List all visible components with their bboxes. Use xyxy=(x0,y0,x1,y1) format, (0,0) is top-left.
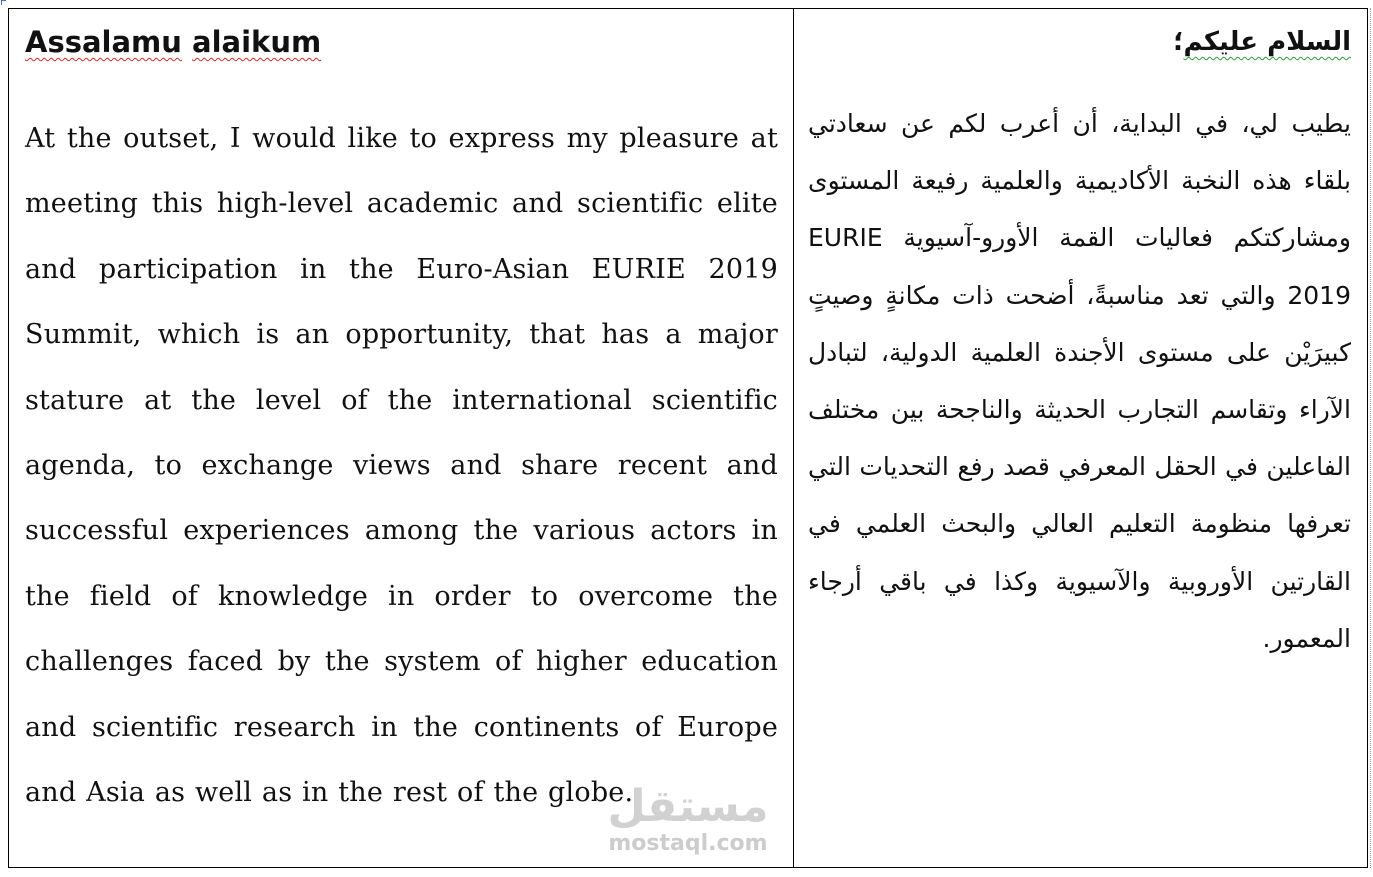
english-greeting xyxy=(25,23,778,61)
arabic-greeting xyxy=(808,23,1351,61)
translation-table xyxy=(8,8,1368,868)
watermark-arabic-text: مستقل xyxy=(607,781,769,832)
greeting-word-2: alaikum xyxy=(192,25,322,59)
arabic-paragraph: يطيب لي، في البداية، أن أعرب لكم عن سعادتي بلقاء هذه النخبة الأكاديمية والعلمية رفيعة المستوى ومشاركتكم فعاليات القمة الأورو-آسيوية EURIE 2019 والتي تعد مناسبةً، أضحت ذات مكانةٍ وصيتٍ كبيرَيْن على مستوى الأجندة العلمية الدولية، لتبادل الآراء وتقاسم التجارب الحديثة والناجحة بين مختلف الفاعلين في الحقل المعرفي قصد رفع التحديات التي تعرفها منظومة التعليم العالي والبحث العلمي في القارتين الأوروبية والآسيوية وكذا في باقي أرجاء المعمور. xyxy=(808,109,1351,653)
greeting-word-1: Assalamu xyxy=(25,25,182,59)
table-move-handle[interactable] xyxy=(1,0,6,5)
mostaql-watermark xyxy=(603,783,773,863)
arabic-greeting-punct: ؛ xyxy=(1173,27,1184,57)
watermark-latin-text: mostaql.com xyxy=(608,831,768,856)
english-paragraph: At the outset, I would like to express my pleasure at meeting this high-level academic and scientific elite and participation in the Euro-Asian EURIE 2019 Summit, which is an opportunity, that has a major stature at the level of the international scientific agenda, to exchange views and share recent and successful experiences among the various actors in the field of knowledge in order to overcome the challenges faced by the system of higher education and scientific research in the continents of Europe and Asia as well as in the rest of the globe. xyxy=(25,123,778,809)
arabic-cell[interactable] xyxy=(794,9,1367,867)
page-edge-marker xyxy=(1369,8,1371,868)
english-cell[interactable] xyxy=(9,9,793,867)
arabic-greeting-text: السلام عليكم xyxy=(1183,27,1351,57)
